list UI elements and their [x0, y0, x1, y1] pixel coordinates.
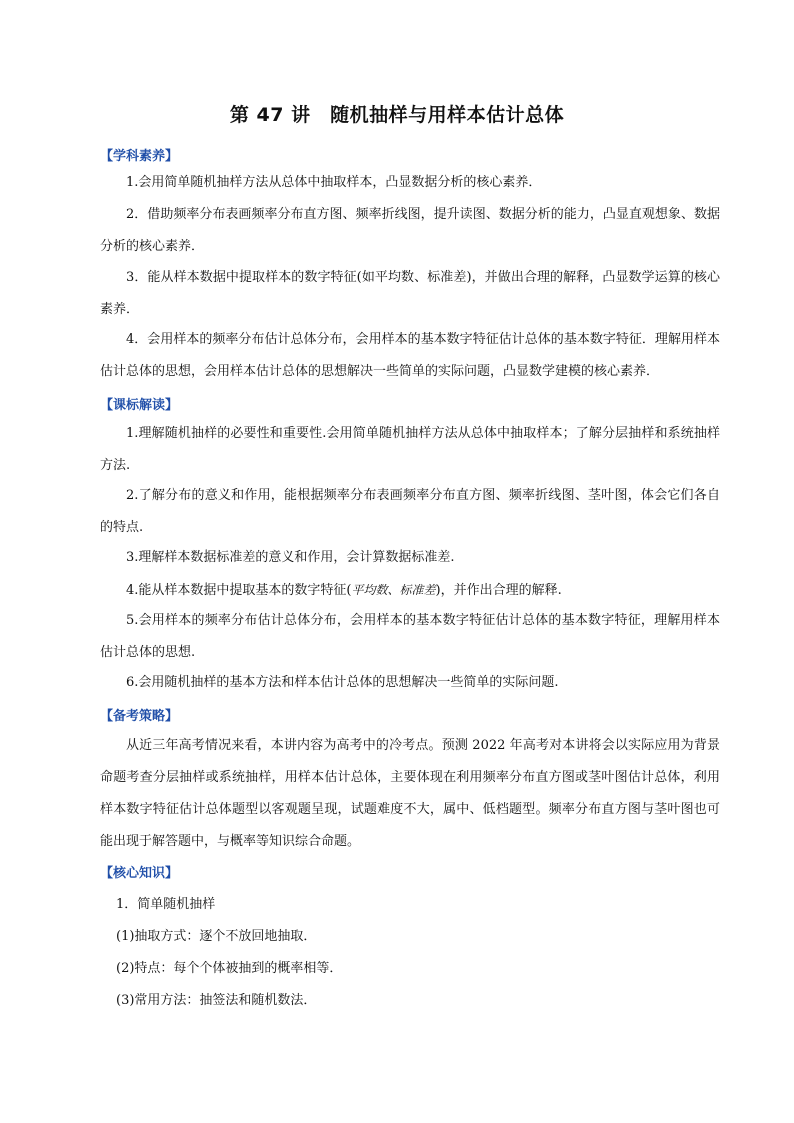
core-item-4: (3)常用方法：抽签法和随机数法． [116, 993, 317, 1008]
literacy-item-2: 2．借助频率分布表画频率分布直方图、频率折线图，提升读图、数据分析的能力，凸显直观想象、数据分析的核心素养． [100, 207, 720, 254]
strategy-text: 从近三年高考情况来看，本讲内容为高考中的冷考点。预测 2022 年高考对本讲将会以实际应用为背景命题考查分层抽样或系统抽样，用样本估计总体，主要体现在利用频率分布直方图或茎叶图估计总体，利用样本数字特征估计总体题型以客观题呈现，试题难度不大，属中、低档题型。频率分布直方图与茎叶图也可能出现于解答题中，与概率等知识综合命题。 [100, 738, 720, 849]
heading-curriculum: 【课标解读】 [100, 398, 179, 413]
curriculum-item-4 [100, 574, 720, 607]
literacy-item-1: 1.会用简单随机抽样方法从总体中抽取样本，凸显数据分析的核心素养． [126, 175, 542, 190]
curriculum-item-4-italic: 平均数、标准差 [351, 583, 436, 597]
curriculum-item-3: 3.理解样本数据标准差的意义和作用，会计算数据标准差. [126, 550, 455, 565]
heading-literacy: 【学科素养】 [100, 149, 179, 164]
curriculum-item-4-text: 4.能从样本数据中提取基本的数字特征( [126, 583, 352, 598]
core-item-2: (1)抽取方式：逐个不放回地抽取． [116, 929, 317, 944]
curriculum-item-4-tail: )，并作出合理的解释. [435, 583, 562, 598]
literacy-item-4: 4．会用样本的频率分布估计总体分布，会用样本的基本数字特征估计总体的基本数字特征．理解用样本估计总体的思想，会用样本估计总体的思想解决一些简单的实际问题，凸显数学建模的核心素养． [100, 332, 720, 379]
curriculum-item-5: 5.会用样本的频率分布估计总体分布，会用样本的基本数字特征估计总体的基本数字特征，理解用样本估计总体的思想. [100, 613, 720, 660]
page-title: 第 47 讲 随机抽样与用样本估计总体 [229, 104, 565, 126]
literacy-item-3: 3．能从样本数据中提取样本的数字特征(如平均数、标准差)，并做出合理的解释，凸显数学运算的核心素养． [100, 270, 720, 317]
curriculum-item-6: 6.会用随机抽样的基本方法和样本估计总体的思想解决一些简单的实际问题. [126, 675, 559, 690]
core-item-3: (2)特点：每个个体被抽到的概率相等． [116, 961, 343, 976]
heading-core: 【核心知识】 [100, 866, 179, 881]
core-item-1: 1．简单随机抽样 [116, 897, 216, 912]
curriculum-item-2: 2.了解分布的意义和作用，能根据频率分布表画频率分布直方图、频率折线图、茎叶图，体会它们各自的特点. [100, 488, 720, 535]
curriculum-item-1: 1.理解随机抽样的必要性和重要性.会用简单随机抽样方法从总体中抽取样本；了解分层抽样和系统抽样方法. [100, 426, 720, 473]
heading-strategy: 【备考策略】 [100, 709, 179, 724]
